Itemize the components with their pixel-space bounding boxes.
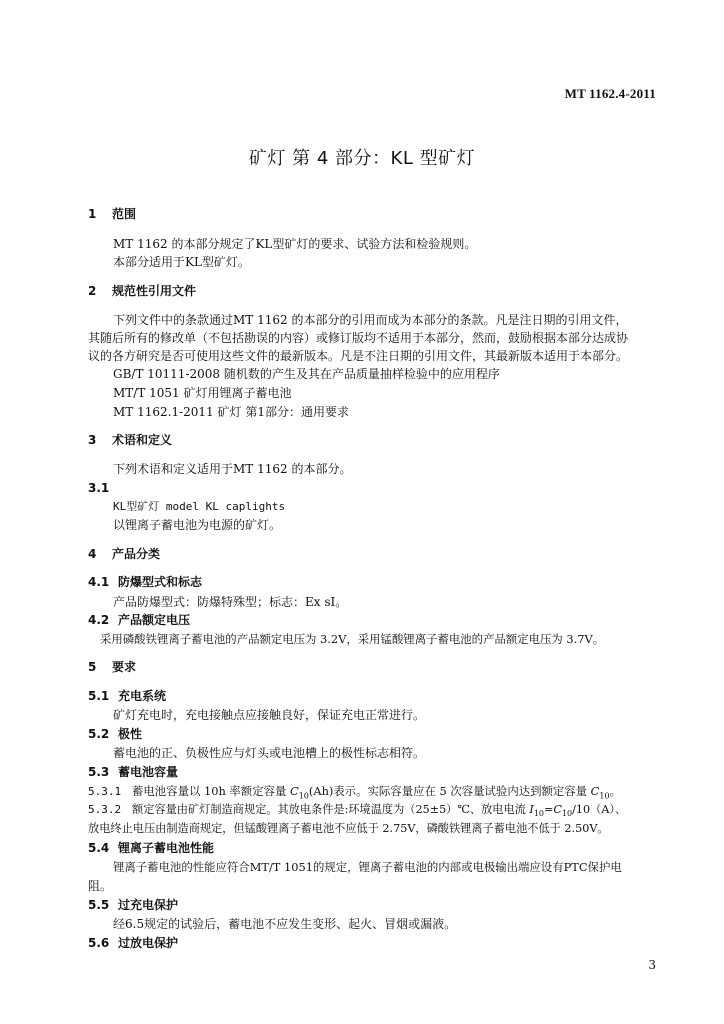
- subsection-title: 产品额定电压: [118, 613, 191, 627]
- subsection-4-1-text: 产品防爆型式：防爆特殊型；标志：Ex sI。: [113, 595, 348, 609]
- subsection-5-6-heading: [88, 935, 178, 951]
- section-2-paragraph-line-3: 议的各方研究是否可使用这些文件的最新版本。凡是不注日期的引用文件，其最新版本适用于本部分。: [88, 349, 629, 363]
- subsection-title: 过充电保护: [118, 898, 179, 912]
- clause-number: 5.3.2: [88, 803, 122, 816]
- section-number: 2: [88, 284, 97, 298]
- symbol-capacity: C: [590, 784, 600, 798]
- subsection-5-3-heading: [88, 764, 178, 780]
- subsection-5-3-2-line-2: 放电终止电压由制造商规定，但锰酸锂离子蓄电池不应低于 2.75V，磷酸铁锂离子蓄电池不低于 2.50V。: [88, 822, 609, 835]
- subsection-number: 4.1: [88, 575, 110, 589]
- subsection-4-2-heading: [88, 612, 190, 628]
- subsection-number: 5.5: [88, 898, 110, 912]
- subsection-title: 充电系统: [118, 689, 167, 703]
- subsection-number: 5.6: [88, 936, 110, 950]
- section-2-paragraph-line-2: 其随后所有的修改单（不包括勘误的内容）或修订版均不适用于本部分，然而，鼓励根据本部分达成协: [88, 331, 629, 345]
- clause-text-b: /10（A）、: [572, 803, 627, 816]
- term-definition: 以锂离子蓄电池为电源的矿灯。: [113, 518, 282, 532]
- section-title: 范围: [112, 207, 137, 221]
- section-2-paragraph-line-1: 下列文件中的条款通过MT 1162 的本部分的引用而成为本部分的条款。凡是注日期的引用文件，: [113, 313, 628, 327]
- subsection-5-1-text: 矿灯充电时，充电接触点应接触良好，保证充电正常进行。: [113, 708, 426, 722]
- subsection-title: 过放电保护: [118, 936, 179, 950]
- subsection-3-1-number: 3.1: [88, 481, 110, 495]
- section-number: 5: [88, 660, 97, 674]
- section-3-heading: [88, 432, 172, 448]
- subsection-5-4-text-line-2: 阻。: [88, 879, 113, 893]
- section-1-paragraph-2: 本部分适用于KL型矿灯。: [113, 255, 250, 269]
- section-5-heading: [88, 659, 136, 675]
- reference-3: MT 1162.1-2011 矿灯 第1部分：通用要求: [113, 405, 349, 419]
- clause-text-a: 蓄电池容量以 10h 率额定容量: [132, 784, 290, 798]
- symbol-subscript: 10: [561, 809, 573, 819]
- section-number: 4: [88, 547, 97, 561]
- subsection-5-5-heading: [88, 897, 178, 913]
- subsection-5-4-text-line-1: 锂离子蓄电池的性能应符合MT/T 1051的规定，锂离子蓄电池的内部或电极输出端应设有PTC保护电: [113, 860, 622, 874]
- subsection-5-1-heading: [88, 688, 166, 704]
- subsection-title: 极性: [118, 727, 143, 741]
- equals-sign: =: [544, 803, 554, 816]
- subsection-5-2-text: 蓄电池的正、负极性应与灯头或电池槽上的极性标志相符。: [113, 746, 426, 760]
- document-title: 矿灯 第 4 部分：KL 型矿灯: [248, 148, 476, 169]
- standard-number: MT 1162.4-2011: [564, 86, 656, 101]
- symbol-capacity: C: [553, 803, 562, 816]
- subsection-4-1-heading: [88, 574, 202, 590]
- symbol-current: I: [529, 803, 534, 816]
- clause-text-a: 额定容量由矿灯制造商规定。其放电条件是:环境温度为（25±5）℃、放电电流: [132, 803, 530, 816]
- subsection-number: 4.2: [88, 613, 110, 627]
- section-title: 要求: [112, 660, 137, 674]
- subsection-5-4-heading: [88, 840, 214, 856]
- section-title: 规范性引用文件: [112, 284, 197, 298]
- subsection-5-2-heading: [88, 726, 142, 742]
- clause-text-b: (Ah)表示。实际容量应在 5 次容量试验内达到额定容量: [308, 784, 591, 798]
- section-title: 术语和定义: [112, 433, 173, 447]
- clause-number: 5.3.1: [88, 785, 122, 798]
- reference-1: GB/T 10111-2008 随机数的产生及其在产品质量抽样检验中的应用程序: [113, 367, 500, 381]
- section-number: 1: [88, 207, 97, 221]
- section-number: 3: [88, 433, 97, 447]
- term-entry: KL型矿灯 model KL caplights: [113, 500, 286, 513]
- section-1-paragraph-1: MT 1162 的本部分规定了KL型矿灯的要求、试验方法和检验规则。: [113, 237, 477, 251]
- subsection-number: 5.4: [88, 841, 110, 855]
- page-number: 3: [648, 958, 656, 972]
- symbol-subscript: 10: [298, 791, 309, 801]
- clause-text-c: 。: [609, 784, 621, 798]
- section-4-heading: [88, 546, 160, 562]
- subsection-title: 锂离子蓄电池性能: [118, 841, 215, 855]
- symbol-subscript: 10: [599, 791, 610, 801]
- reference-2: MT/T 1051 矿灯用锂离子蓄电池: [113, 386, 292, 400]
- symbol-subscript: 10: [533, 809, 544, 819]
- subsection-number: 5.3: [88, 765, 110, 779]
- subsection-number: 5.1: [88, 689, 110, 703]
- section-3-paragraph: 下列术语和定义适用于MT 1162 的本部分。: [113, 462, 352, 476]
- subsection-title: 防爆型式和标志: [118, 575, 203, 589]
- subsection-5-5-text: 经6.5规定的试验后，蓄电池不应发生变形、起火、冒烟或漏液。: [113, 917, 457, 931]
- section-1-heading: [88, 206, 136, 222]
- subsection-number: 5.2: [88, 727, 110, 741]
- section-title: 产品分类: [112, 547, 161, 561]
- subsection-title: 蓄电池容量: [118, 765, 179, 779]
- subsection-4-2-text: 采用磷酸铁锂离子蓄电池的产品额定电压为 3.2V，采用锰酸锂离子蓄电池的产品额定电压为 3.7V。: [100, 632, 605, 646]
- subsection-5-3-2-line-1: [88, 802, 626, 822]
- symbol-capacity: C: [290, 784, 299, 798]
- section-2-heading: [88, 283, 196, 299]
